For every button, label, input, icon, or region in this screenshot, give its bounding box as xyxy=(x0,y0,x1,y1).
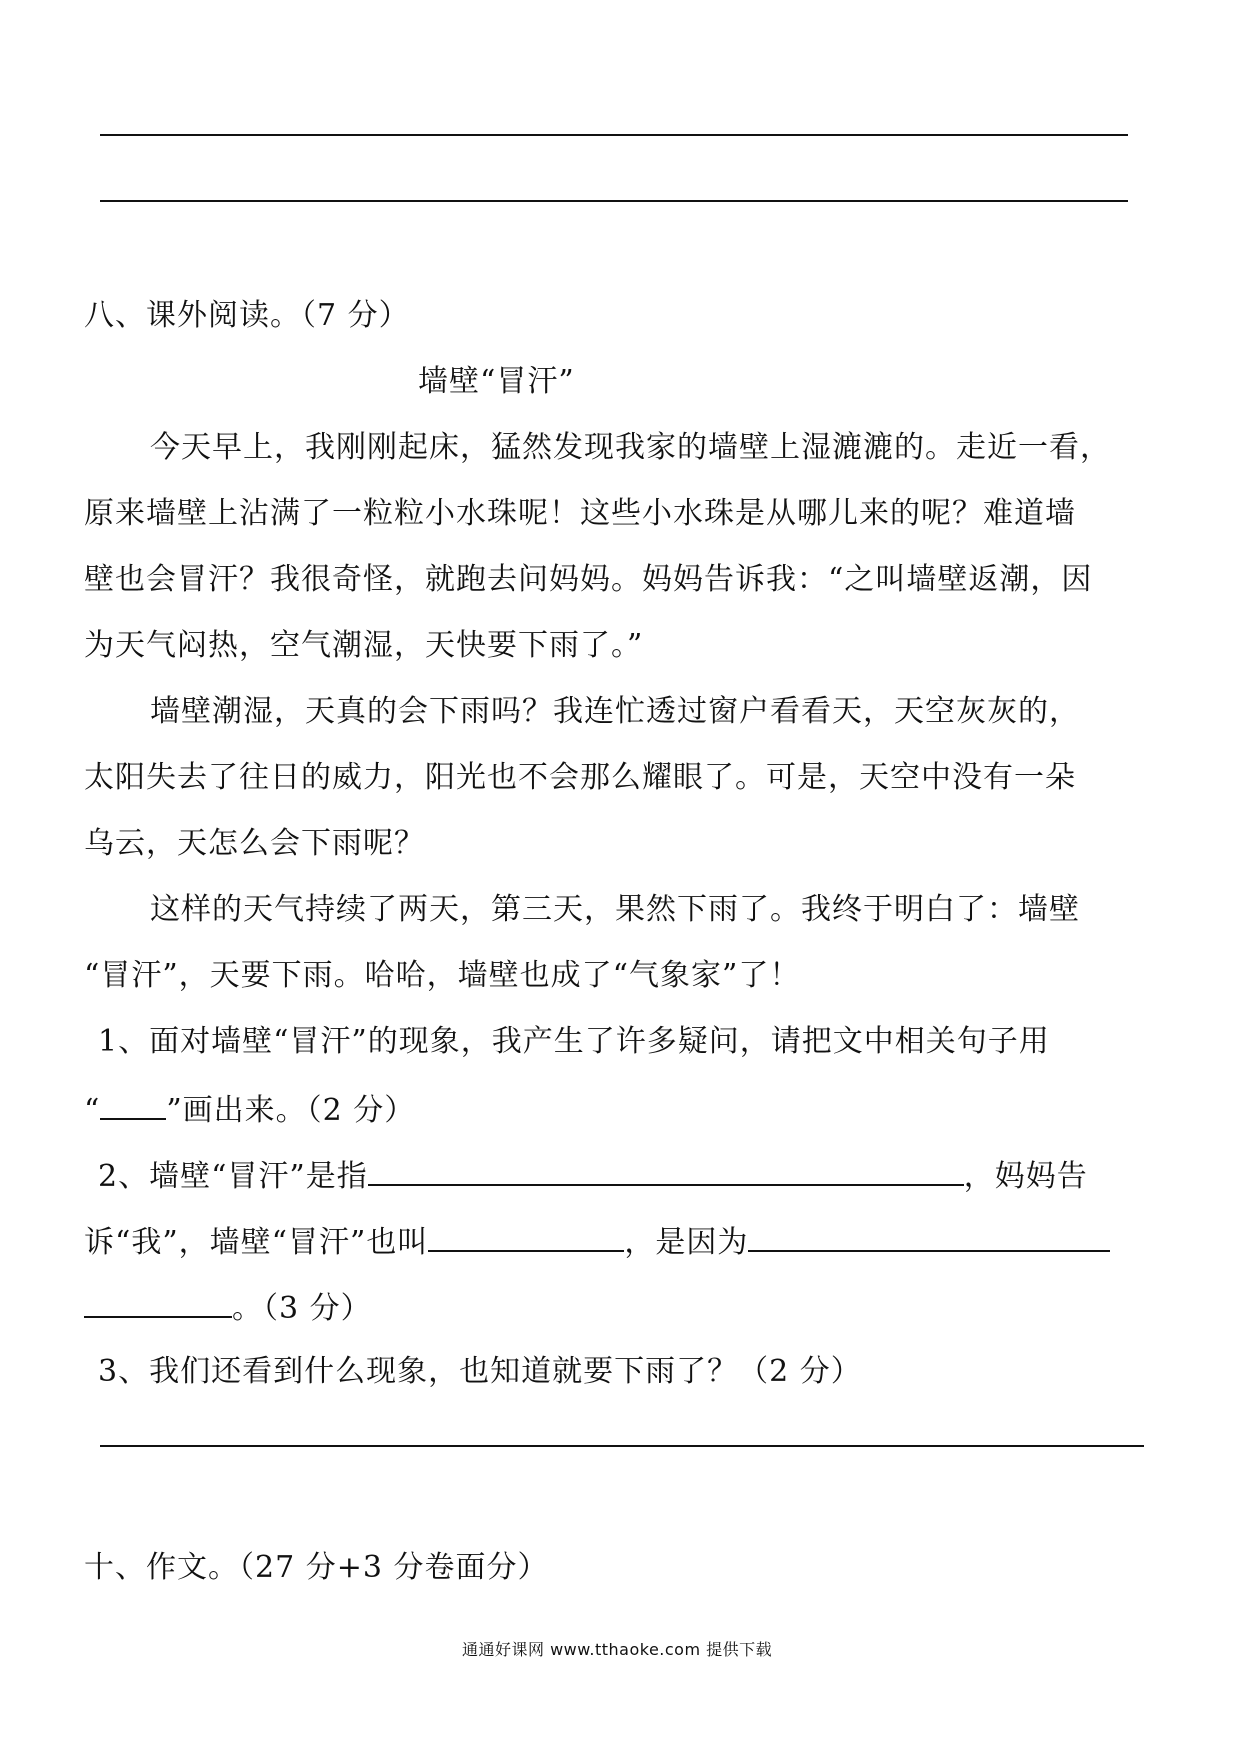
answer-line-top-2 xyxy=(100,200,1128,202)
passage-line-7: 乌云，天怎么会下雨呢？ xyxy=(84,826,425,861)
question-2-part-a: 2、墙壁“冒汗”是指 xyxy=(98,1159,368,1194)
answer-blank-also-called[interactable] xyxy=(428,1220,624,1252)
passage-line-6: 太阳失去了往日的威力，阳光也不会那么耀眼了。可是，天空中没有一朵 xyxy=(84,760,1076,795)
answer-blank-reason-cont[interactable] xyxy=(84,1286,232,1318)
section-10-heading: 十、作文。（27 分+3 分卷面分） xyxy=(84,1550,549,1585)
passage-line-8: 这样的天气持续了两天，第三天，果然下雨了。我终于明白了：墙壁 xyxy=(150,892,1080,927)
question-2-tail: 。（3 分） xyxy=(232,1291,372,1326)
passage-line-2: 原来墙壁上沾满了一粒粒小水珠呢！这些小水珠是从哪儿来的呢？难道墙 xyxy=(84,496,1076,531)
answer-line-question-3[interactable] xyxy=(100,1445,1144,1447)
section-8-heading: 八、课外阅读。（7 分） xyxy=(84,298,410,333)
passage-line-1: 今天早上，我刚刚起床，猛然发现我家的墙壁上湿漉漉的。走近一看， xyxy=(150,430,1111,465)
question-1-tail: ”画出来。（2 分） xyxy=(166,1093,416,1128)
question-2-line-1 xyxy=(98,1154,1088,1197)
passage-line-4: 为天气闷热，空气潮湿，天快要下雨了。” xyxy=(84,628,644,663)
question-2-line-3 xyxy=(84,1286,372,1329)
passage-line-5: 墙壁潮湿，天真的会下雨吗？我连忙透过窗户看看天，天空灰灰的， xyxy=(150,694,1080,729)
question-1-line-1: 1、面对墙壁“冒汗”的现象，我产生了许多疑问，请把文中相关句子用 xyxy=(98,1024,1050,1059)
underline-blank-1[interactable] xyxy=(100,1088,166,1120)
open-quote: “ xyxy=(84,1093,101,1128)
question-3: 3、我们还看到什么现象，也知道就要下雨了？（2 分） xyxy=(98,1354,862,1389)
passage-line-9: “冒汗”，天要下雨。哈哈，墙壁也成了“气象家”了！ xyxy=(84,958,801,993)
question-2-part-b: ，妈妈告 xyxy=(963,1159,1088,1194)
answer-line-top-1 xyxy=(100,134,1128,136)
passage-line-3: 壁也会冒汗？我很奇怪，就跑去问妈妈。妈妈告诉我：“之叫墙壁返潮，因 xyxy=(84,562,1093,597)
answer-blank-meaning[interactable] xyxy=(368,1154,964,1186)
passage-title: 墙壁“冒汗” xyxy=(418,364,575,399)
answer-blank-reason[interactable] xyxy=(748,1220,1110,1252)
footer-credit: 通通好课网 www.tthaoke.com 提供下载 xyxy=(462,1640,773,1659)
question-2-line-2 xyxy=(84,1220,1110,1263)
question-2-part-c: 诉“我”，墙壁“冒汗”也叫 xyxy=(84,1225,429,1260)
question-1-line-2 xyxy=(84,1088,415,1131)
question-2-part-d: ，是因为 xyxy=(624,1225,749,1260)
